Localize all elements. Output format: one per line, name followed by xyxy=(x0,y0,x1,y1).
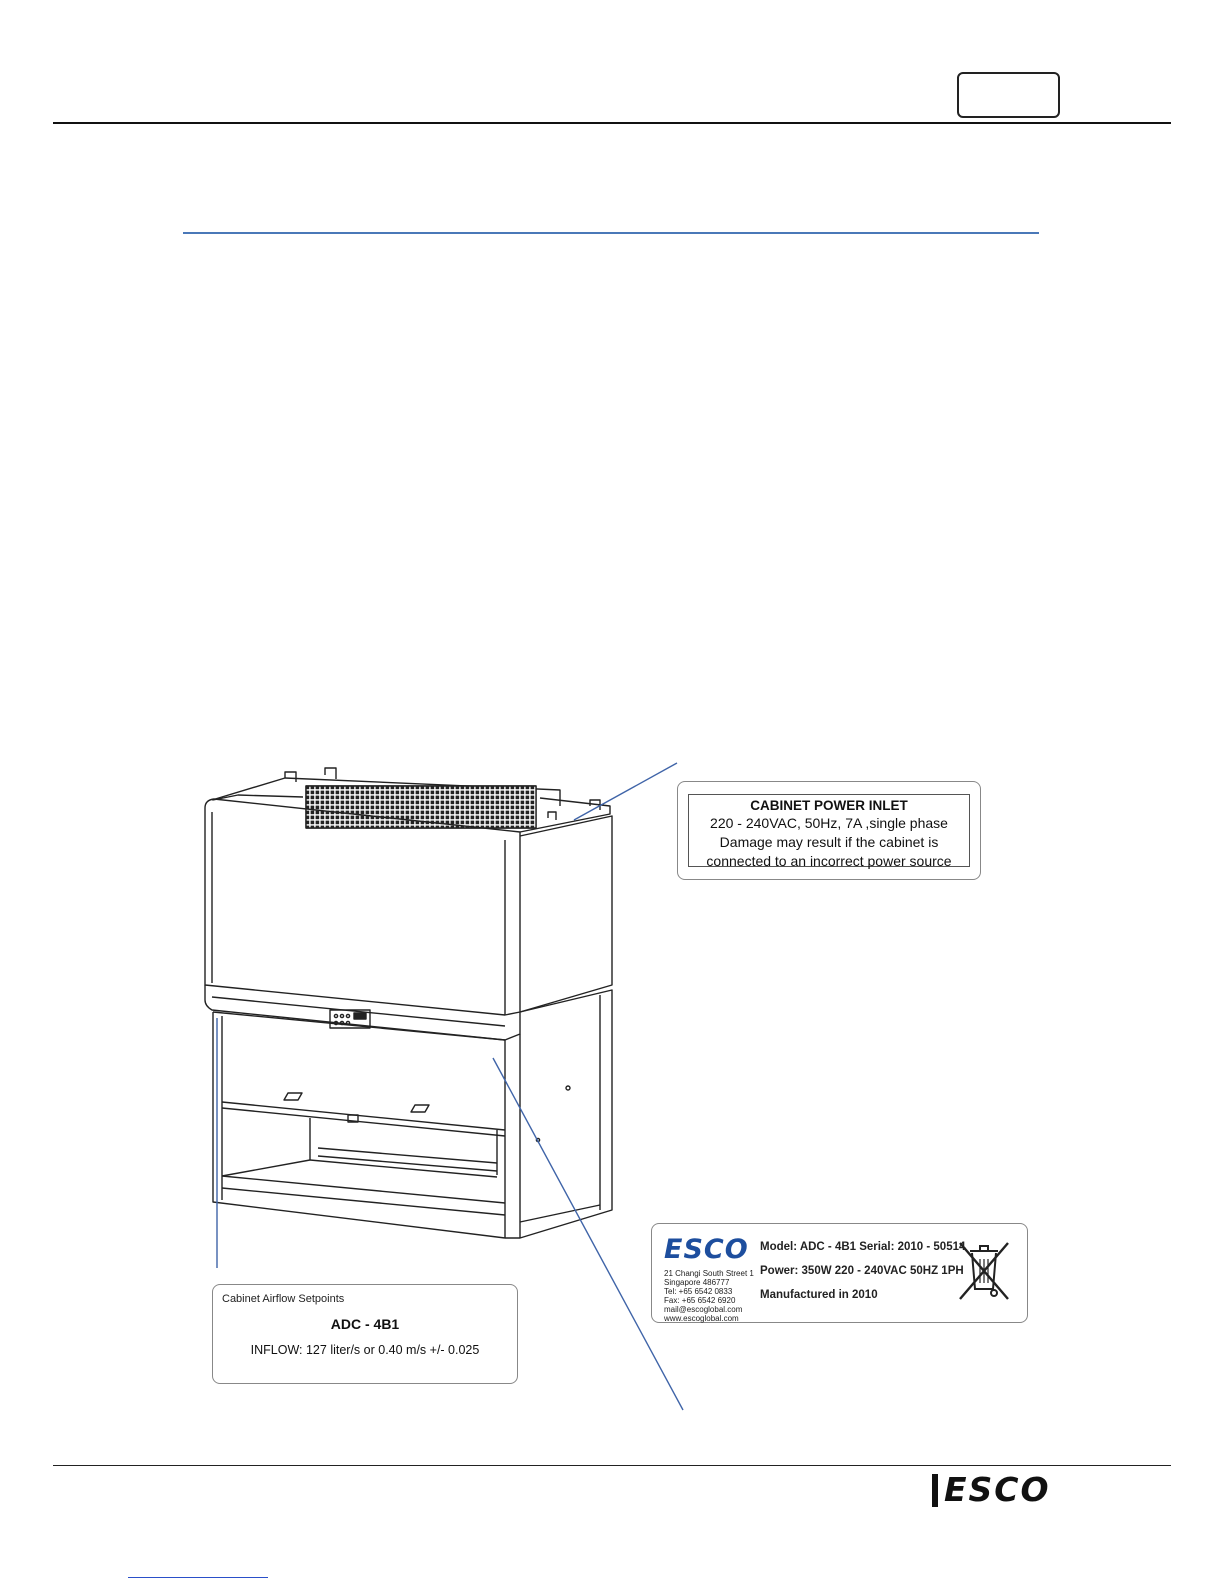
address-line: Tel: +65 6542 0833 xyxy=(664,1287,733,1296)
address-line: mail@escoglobal.com xyxy=(664,1305,743,1314)
footer-logo: ESCO xyxy=(944,1470,1051,1509)
power-inlet-label xyxy=(677,781,981,880)
power-inlet-title: CABINET POWER INLET xyxy=(750,798,908,813)
crossed-bin-icon xyxy=(954,1237,1014,1307)
rating-plate-model-serial: Model: ADC - 4B1 Serial: 2010 - 50514 xyxy=(760,1241,966,1253)
rating-plate-label xyxy=(651,1223,1028,1323)
address-line: Fax: +65 6542 6920 xyxy=(664,1296,736,1305)
footer-link-underline xyxy=(128,1577,268,1578)
airflow-setpoints-label xyxy=(212,1284,518,1384)
rating-plate-address xyxy=(664,1269,754,1323)
address-line: www.escoglobal.com xyxy=(664,1314,739,1323)
airflow-label-model: ADC - 4B1 xyxy=(330,1316,400,1332)
footer-logo-mark xyxy=(932,1474,938,1507)
airflow-label-title: Cabinet Airflow Setpoints xyxy=(222,1293,345,1305)
power-inlet-spec: 220 - 240VAC, 50Hz, 7A ,single phase xyxy=(710,815,948,831)
power-inlet-warning-line2: connected to an incorrect power source xyxy=(706,853,952,869)
address-line: Singapore 486777 xyxy=(664,1278,730,1287)
footer-rule xyxy=(53,1465,1171,1466)
power-inlet-label-frame xyxy=(688,794,970,867)
rating-plate-manufactured: Manufactured in 2010 xyxy=(760,1289,878,1301)
rating-plate-power: Power: 350W 220 - 240VAC 50HZ 1PH xyxy=(760,1265,964,1277)
rating-plate-logo: ESCO xyxy=(664,1234,749,1265)
power-inlet-warning-line1: Damage may result if the cabinet is xyxy=(719,834,939,850)
address-line: 21 Changi South Street 1 xyxy=(664,1269,754,1278)
airflow-label-inflow: INFLOW: 127 liter/s or 0.40 m/s +/- 0.025 xyxy=(250,1343,480,1357)
